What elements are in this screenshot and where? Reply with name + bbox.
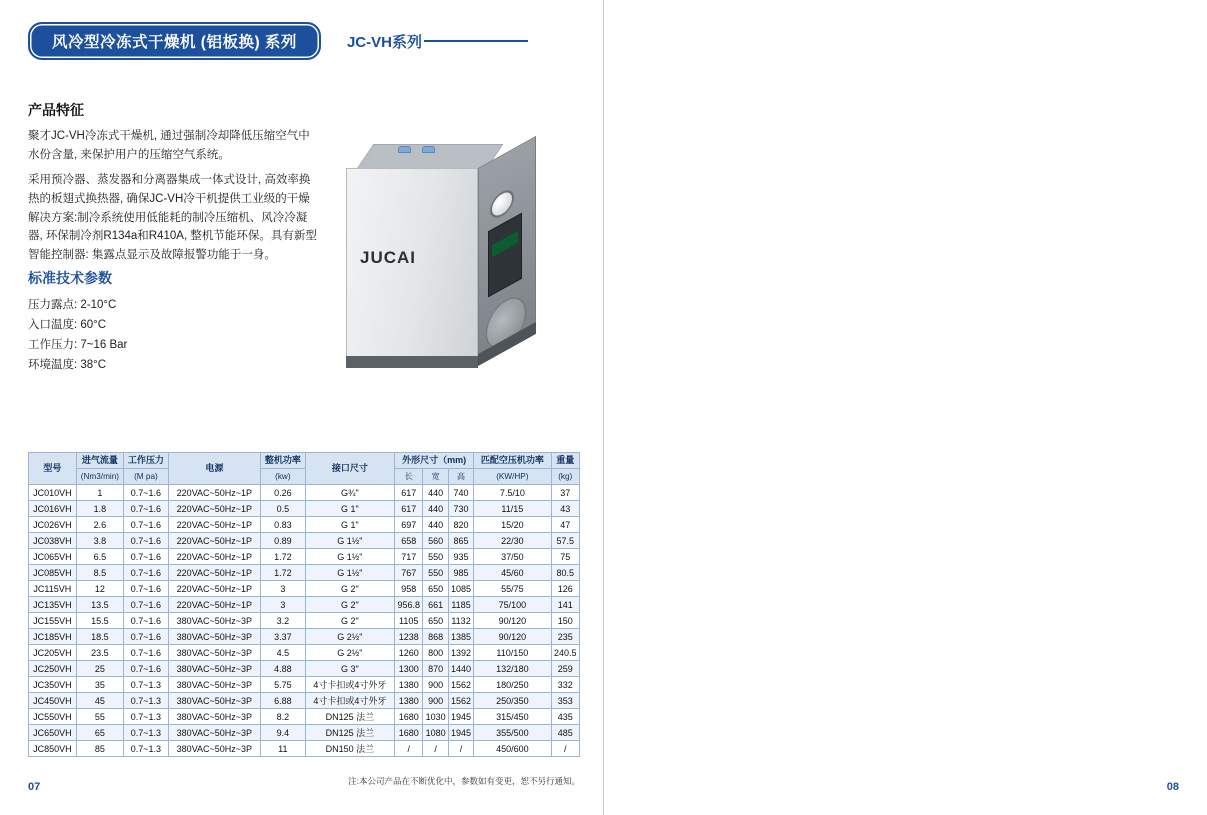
table-row	[29, 581, 580, 597]
left-table-note: 注:本公司产品在不断优化中，参数如有变更，恕不另行通知。	[348, 776, 580, 786]
vh-row-model: JC185VH	[29, 629, 77, 645]
table-cell: 37/50	[474, 549, 551, 565]
table-cell: 2.6	[76, 517, 123, 533]
table-cell: 380VAC~50Hz~3P	[168, 645, 260, 661]
table-cell: 380VAC~50Hz~3P	[168, 741, 260, 757]
vh-th-dim-height: 高	[448, 469, 473, 485]
table-cell: 0.7~1.3	[124, 741, 169, 757]
vh-th-pressure: 工作压力	[124, 453, 169, 469]
vh-row-model: JC155VH	[29, 613, 77, 629]
table-cell: 1562	[448, 677, 473, 693]
table-cell: 1945	[448, 725, 473, 741]
table-cell: 380VAC~50Hz~3P	[168, 677, 260, 693]
table-cell: 65	[76, 725, 123, 741]
table-cell: 697	[395, 517, 423, 533]
table-cell: 617	[395, 485, 423, 501]
table-cell: G 2"	[305, 597, 394, 613]
table-cell: 1.8	[76, 501, 123, 517]
table-cell: 220VAC~50Hz~1P	[168, 581, 260, 597]
table-cell: 220VAC~50Hz~1P	[168, 501, 260, 517]
table-row	[29, 533, 580, 549]
vh-th-compressor-unit: (KW/HP)	[474, 469, 551, 485]
table-row	[29, 565, 580, 581]
table-row	[29, 693, 580, 709]
left-features-heading: 产品特征	[28, 102, 84, 118]
left-specs-heading: 标准技术参数	[28, 270, 112, 286]
table-cell: G 2½"	[305, 645, 394, 661]
table-cell: 126	[551, 581, 580, 597]
right-page	[604, 0, 1207, 815]
table-cell: 435	[551, 709, 580, 725]
table-cell: 0.7~1.6	[124, 565, 169, 581]
table-cell: 315/450	[474, 709, 551, 725]
table-cell: 800	[423, 645, 448, 661]
table-cell: G 3"	[305, 661, 394, 677]
table-cell: 45/60	[474, 565, 551, 581]
left-banner-subtitle: JC-VH系列	[346, 33, 422, 51]
vh-table-header-row-sub	[29, 469, 580, 485]
vh-row-model: JC205VH	[29, 645, 77, 661]
table-cell: 450/600	[474, 741, 551, 757]
table-cell: 4.88	[260, 661, 305, 677]
table-cell: 90/120	[474, 629, 551, 645]
table-cell: 650	[423, 581, 448, 597]
table-cell: 935	[448, 549, 473, 565]
table-cell: 8.2	[260, 709, 305, 725]
table-cell: 37	[551, 485, 580, 501]
table-cell: /	[551, 741, 580, 757]
table-cell: 730	[448, 501, 473, 517]
table-cell: 380VAC~50Hz~3P	[168, 661, 260, 677]
table-cell: 1185	[448, 597, 473, 613]
table-cell: 1085	[448, 581, 473, 597]
vh-table-head	[29, 453, 580, 485]
table-cell: 235	[551, 629, 580, 645]
table-cell: 550	[423, 565, 448, 581]
table-cell: 380VAC~50Hz~3P	[168, 709, 260, 725]
table-row	[29, 501, 580, 517]
vh-th-dim-length: 长	[395, 469, 423, 485]
table-cell: 25	[76, 661, 123, 677]
left-banner-rule	[424, 40, 528, 42]
table-cell: 767	[395, 565, 423, 581]
table-cell: 560	[423, 533, 448, 549]
table-cell: 1392	[448, 645, 473, 661]
table-cell: 150	[551, 613, 580, 629]
vh-table-header-row-main	[29, 453, 580, 469]
table-cell: 75	[551, 549, 580, 565]
table-cell: /	[395, 741, 423, 757]
table-cell: 550	[423, 549, 448, 565]
table-cell: 1080	[423, 725, 448, 741]
table-cell: 380VAC~50Hz~3P	[168, 613, 260, 629]
table-cell: DN150 法兰	[305, 741, 394, 757]
table-cell: 85	[76, 741, 123, 757]
table-cell: 15.5	[76, 613, 123, 629]
table-cell: 440	[423, 517, 448, 533]
table-cell: 440	[423, 485, 448, 501]
table-cell: 6.5	[76, 549, 123, 565]
table-cell: G 1½"	[305, 533, 394, 549]
right-page-number: 08	[1166, 781, 1179, 793]
vh-th-dimensions: 外形尺寸（mm)	[395, 453, 474, 469]
table-cell: 380VAC~50Hz~3P	[168, 629, 260, 645]
table-cell: 4寸卡扣或4寸外牙	[305, 693, 394, 709]
vh-th-model: 型号	[29, 453, 77, 485]
vh-row-model: JC350VH	[29, 677, 77, 693]
table-cell: 75/100	[474, 597, 551, 613]
table-cell: 47	[551, 517, 580, 533]
table-cell: 355/500	[474, 725, 551, 741]
table-cell: 870	[423, 661, 448, 677]
table-cell: 141	[551, 597, 580, 613]
table-row	[29, 485, 580, 501]
table-cell: 15/20	[474, 517, 551, 533]
table-cell: 1260	[395, 645, 423, 661]
table-cell: 717	[395, 549, 423, 565]
vh-th-flow-unit: (Nm3/min)	[76, 469, 123, 485]
table-cell: 617	[395, 501, 423, 517]
table-row	[29, 661, 580, 677]
table-row	[29, 677, 580, 693]
vh-table	[28, 452, 580, 757]
table-cell: DN125 法兰	[305, 709, 394, 725]
table-cell: 865	[448, 533, 473, 549]
table-cell: DN125 法兰	[305, 725, 394, 741]
left-features-block	[28, 100, 318, 264]
left-feature-paragraph-1: 聚才JC-VH冷冻式干燥机, 通过强制冷却降低压缩空气中水份含量, 来保护用户的压缩空气系统。	[28, 130, 310, 161]
vh-row-model: JC026VH	[29, 517, 77, 533]
vh-row-model: JC085VH	[29, 565, 77, 581]
table-cell: 353	[551, 693, 580, 709]
table-cell: 0.83	[260, 517, 305, 533]
table-row	[29, 597, 580, 613]
vh-th-pressure-unit: (M pa)	[124, 469, 169, 485]
table-cell: 3	[260, 597, 305, 613]
table-cell: 380VAC~50Hz~3P	[168, 693, 260, 709]
table-cell: 220VAC~50Hz~1P	[168, 485, 260, 501]
table-cell: 1380	[395, 677, 423, 693]
table-cell: 8.5	[76, 565, 123, 581]
table-cell: G¾"	[305, 485, 394, 501]
table-cell: G 1"	[305, 517, 394, 533]
table-cell: 0.7~1.3	[124, 725, 169, 741]
table-cell: 18.5	[76, 629, 123, 645]
vh-specification-table	[28, 452, 580, 757]
table-cell: 23.5	[76, 645, 123, 661]
table-cell: 11/15	[474, 501, 551, 517]
table-cell: 132/180	[474, 661, 551, 677]
left-banner-title: 风冷型冷冻式干燥机 (铝板换) 系列	[28, 22, 321, 60]
table-cell: 1680	[395, 725, 423, 741]
table-row	[29, 517, 580, 533]
table-cell: 57.5	[551, 533, 580, 549]
table-cell: 0.7~1.6	[124, 581, 169, 597]
table-cell: 1105	[395, 613, 423, 629]
table-cell: 740	[448, 485, 473, 501]
table-cell: 868	[423, 629, 448, 645]
vh-th-total-power-unit: (kw)	[260, 469, 305, 485]
vh-th-port-size: 接口尺寸	[305, 453, 394, 485]
table-cell: 0.7~1.3	[124, 677, 169, 693]
table-cell: 4.5	[260, 645, 305, 661]
left-spec-line-2: 入口温度: 60°C	[28, 319, 107, 332]
table-cell: 240.5	[551, 645, 580, 661]
table-cell: G 1½"	[305, 565, 394, 581]
table-cell: 220VAC~50Hz~1P	[168, 549, 260, 565]
vh-th-flow: 进气流量	[76, 453, 123, 469]
table-row	[29, 629, 580, 645]
table-cell: 1.72	[260, 549, 305, 565]
table-cell: 0.7~1.6	[124, 517, 169, 533]
table-cell: 0.7~1.3	[124, 709, 169, 725]
table-cell: /	[423, 741, 448, 757]
table-cell: 0.7~1.6	[124, 629, 169, 645]
table-cell: 13.5	[76, 597, 123, 613]
vh-row-model: JC065VH	[29, 549, 77, 565]
table-cell: 985	[448, 565, 473, 581]
table-cell: 0.89	[260, 533, 305, 549]
table-cell: 55/75	[474, 581, 551, 597]
vh-th-dim-width: 宽	[423, 469, 448, 485]
table-cell: 1132	[448, 613, 473, 629]
table-row	[29, 709, 580, 725]
table-cell: 1562	[448, 693, 473, 709]
vh-th-weight-unit: (kg)	[551, 469, 580, 485]
vh-row-model: JC850VH	[29, 741, 77, 757]
table-cell: 332	[551, 677, 580, 693]
table-cell: G 2"	[305, 581, 394, 597]
vh-row-model: JC135VH	[29, 597, 77, 613]
table-cell: 1440	[448, 661, 473, 677]
table-cell: 1680	[395, 709, 423, 725]
vh-brand-logo: JUCAI	[360, 248, 417, 267]
table-cell: 956.8	[395, 597, 423, 613]
table-cell: 440	[423, 501, 448, 517]
table-cell: 0.7~1.6	[124, 645, 169, 661]
vh-inlet-cap-icon	[398, 146, 411, 153]
table-cell: 0.26	[260, 485, 305, 501]
table-cell: 0.7~1.3	[124, 693, 169, 709]
table-cell: 0.7~1.6	[124, 501, 169, 517]
table-cell: 485	[551, 725, 580, 741]
table-cell: 3	[260, 581, 305, 597]
table-cell: 259	[551, 661, 580, 677]
table-row	[29, 645, 580, 661]
vh-th-weight: 重量	[551, 453, 580, 469]
table-cell: 6.88	[260, 693, 305, 709]
vh-th-power-supply: 电源	[168, 453, 260, 485]
vh-th-total-power: 整机功率	[260, 453, 305, 469]
table-cell: 3.8	[76, 533, 123, 549]
vh-row-model: JC450VH	[29, 693, 77, 709]
table-cell: 900	[423, 677, 448, 693]
table-cell: G 1"	[305, 501, 394, 517]
table-row	[29, 549, 580, 565]
table-cell: 220VAC~50Hz~1P	[168, 517, 260, 533]
table-cell: 110/150	[474, 645, 551, 661]
table-cell: 650	[423, 613, 448, 629]
table-row	[29, 613, 580, 629]
table-cell: 0.7~1.6	[124, 597, 169, 613]
table-cell: 1385	[448, 629, 473, 645]
table-cell: 43	[551, 501, 580, 517]
table-cell: 12	[76, 581, 123, 597]
table-cell: 3.37	[260, 629, 305, 645]
table-cell: 0.7~1.6	[124, 613, 169, 629]
table-cell: G 1½"	[305, 549, 394, 565]
vh-row-model: JC038VH	[29, 533, 77, 549]
vh-table-body	[29, 485, 580, 757]
vh-row-model: JC016VH	[29, 501, 77, 517]
table-cell: 220VAC~50Hz~1P	[168, 597, 260, 613]
table-cell: 22/30	[474, 533, 551, 549]
table-cell: 5.75	[260, 677, 305, 693]
table-cell: 900	[423, 693, 448, 709]
table-cell: 0.5	[260, 501, 305, 517]
table-cell: 80.5	[551, 565, 580, 581]
vh-base-front	[346, 356, 478, 368]
table-cell: 180/250	[474, 677, 551, 693]
vh-row-model: JC250VH	[29, 661, 77, 677]
table-cell: G 2"	[305, 613, 394, 629]
table-cell: 11	[260, 741, 305, 757]
left-feature-paragraph-2: 采用预冷器、蒸发器和分离器集成一体式设计, 高效率换热的板翅式换热器, 确保JC-VH冷干机提供工业级的干燥解决方案:制冷系统使用低能耗的制冷压缩机、风冷冷凝器, 环保制冷剂R134a和R410A, 整机节能环保。具有新型智能控制器: 集露点显示及故障报警功能于一身。	[28, 174, 317, 261]
table-cell: 0.7~1.6	[124, 549, 169, 565]
table-cell: 0.7~1.6	[124, 533, 169, 549]
table-cell: 0.7~1.6	[124, 485, 169, 501]
left-page-number: 07	[28, 781, 41, 793]
table-cell: 250/350	[474, 693, 551, 709]
left-page-banner	[28, 22, 528, 60]
table-cell: 4寸卡扣或4寸外牙	[305, 677, 394, 693]
vh-row-model: JC550VH	[29, 709, 77, 725]
table-cell: 45	[76, 693, 123, 709]
table-cell: G 2½"	[305, 629, 394, 645]
vh-row-model: JC650VH	[29, 725, 77, 741]
table-cell: 1945	[448, 709, 473, 725]
vh-dryer-product-illustration	[330, 130, 578, 380]
table-cell: 9.4	[260, 725, 305, 741]
left-spec-line-1: 压力露点: 2-10°C	[28, 299, 117, 311]
table-cell: 1.72	[260, 565, 305, 581]
table-cell: 658	[395, 533, 423, 549]
left-spec-line-4: 环境温度: 38°C	[28, 359, 107, 372]
table-cell: 1238	[395, 629, 423, 645]
table-row	[29, 725, 580, 741]
vh-th-matched-compressor: 匹配空压机功率	[474, 453, 551, 469]
table-cell: 958	[395, 581, 423, 597]
table-row	[29, 741, 580, 757]
table-cell: 1300	[395, 661, 423, 677]
left-specs-block	[28, 268, 328, 376]
table-cell: 220VAC~50Hz~1P	[168, 565, 260, 581]
table-cell: 3.2	[260, 613, 305, 629]
vh-outlet-cap-icon	[422, 146, 435, 153]
table-cell: 661	[423, 597, 448, 613]
vh-row-model: JC115VH	[29, 581, 77, 597]
table-cell: /	[448, 741, 473, 757]
table-cell: 35	[76, 677, 123, 693]
table-cell: 7.5/10	[474, 485, 551, 501]
table-cell: 90/120	[474, 613, 551, 629]
table-cell: 1030	[423, 709, 448, 725]
table-cell: 220VAC~50Hz~1P	[168, 533, 260, 549]
table-cell: 1	[76, 485, 123, 501]
table-cell: 820	[448, 517, 473, 533]
table-cell: 1380	[395, 693, 423, 709]
table-cell: 55	[76, 709, 123, 725]
table-cell: 0.7~1.6	[124, 661, 169, 677]
table-cell: 380VAC~50Hz~3P	[168, 725, 260, 741]
vh-row-model: JC010VH	[29, 485, 77, 501]
left-spec-line-3: 工作压力: 7~16 Bar	[28, 339, 128, 352]
